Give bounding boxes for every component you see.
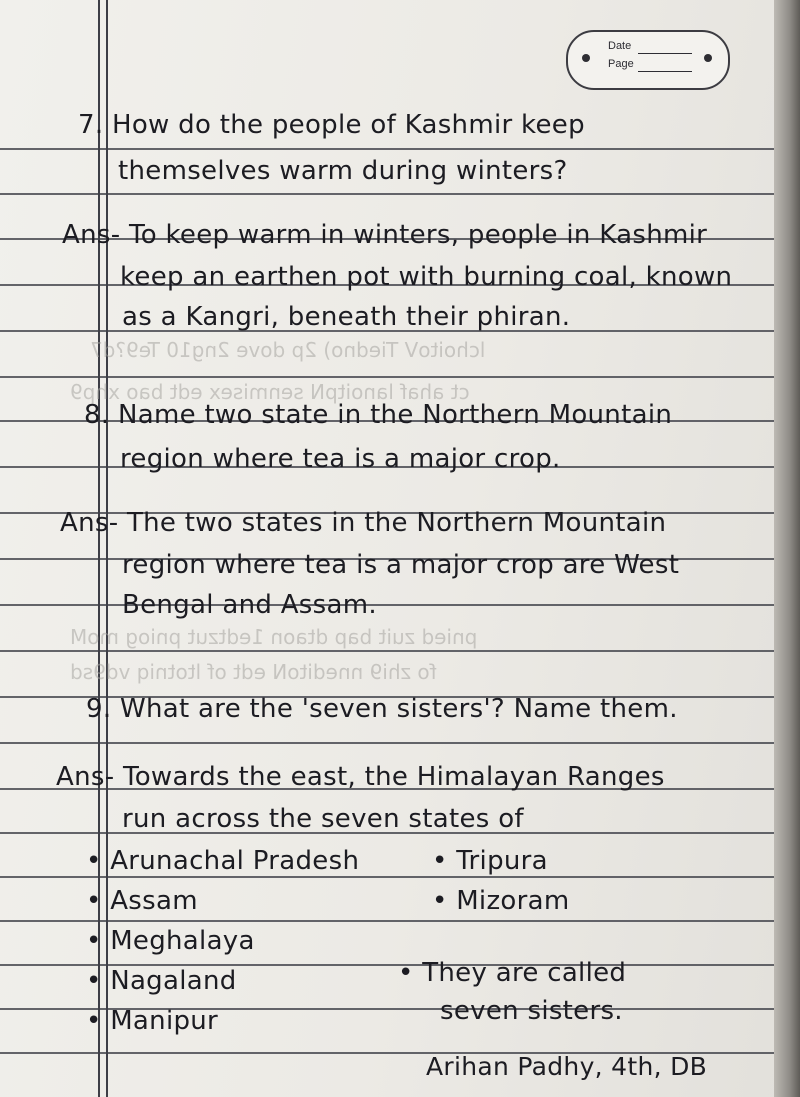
bleed-through-text: lchoitoV Tiedno) 2p dove 2ng10 Te9?d7 bbox=[90, 338, 486, 362]
bleed-through-text: ct ahaf lanoitpN senmisex edt bao xhp9 bbox=[70, 380, 470, 404]
q9-question-line1: 9. What are the 'seven sisters'? Name them. bbox=[86, 694, 678, 724]
q7-question-line2: themselves warm during winters? bbox=[118, 156, 568, 186]
list-item-right: • Mizoram bbox=[432, 886, 570, 916]
ruled-line bbox=[0, 193, 780, 195]
list-item-right: seven sisters. bbox=[440, 996, 623, 1026]
q9-answer-line2: run across the seven states of bbox=[122, 804, 524, 834]
student-signature: Arihan Padhy, 4th, DB bbox=[426, 1052, 708, 1081]
list-item-right: • They are called bbox=[398, 958, 627, 988]
list-item-right: • Tripura bbox=[432, 846, 548, 876]
bleed-through-text: pnied zuit bap dtaon 1edtzut pniog moM bbox=[70, 625, 478, 649]
list-item-left: • Assam bbox=[86, 886, 198, 916]
notebook-binding bbox=[774, 0, 800, 1097]
binder-hole-icon bbox=[582, 54, 590, 62]
q7-question-line1: 7. How do the people of Kashmir keep bbox=[78, 110, 585, 140]
q7-answer-line1: Ans- To keep warm in winters, people in Kashmir bbox=[62, 220, 708, 250]
list-item-left: • Arunachal Pradesh bbox=[86, 846, 360, 876]
ruled-line bbox=[0, 742, 780, 744]
q8-answer-line3: Bengal and Assam. bbox=[122, 590, 377, 620]
ruled-line bbox=[0, 604, 780, 606]
q8-answer-line2: region where tea is a major crop are West bbox=[122, 550, 680, 580]
q8-answer-line1: Ans- The two states in the Northern Mountain bbox=[60, 508, 667, 538]
q7-answer-line3: as a Kangri, beneath their phiran. bbox=[122, 302, 571, 332]
q8-question-line1: 8. Name two state in the Northern Mountain bbox=[84, 400, 673, 430]
ruled-line bbox=[0, 650, 780, 652]
q9-answer-line1: Ans- Towards the east, the Himalayan Ranges bbox=[56, 762, 665, 792]
ruled-line bbox=[0, 376, 780, 378]
ruled-line bbox=[0, 876, 780, 878]
page-label: Page bbox=[608, 58, 634, 70]
ruled-line bbox=[0, 920, 780, 922]
q7-answer-line2: keep an earthen pot with burning coal, known bbox=[120, 262, 733, 292]
binder-hole-icon bbox=[704, 54, 712, 62]
list-item-left: • Meghalaya bbox=[86, 926, 255, 956]
date-field bbox=[638, 53, 692, 54]
date-page-box bbox=[566, 30, 730, 90]
list-item-left: • Manipur bbox=[86, 1006, 219, 1036]
date-label: Date bbox=[608, 40, 632, 52]
bleed-through-text: fo zhi9 nneditoN edt of ltotniq vd9sd bbox=[70, 660, 437, 684]
list-item-left: • Nagaland bbox=[86, 966, 237, 996]
q8-question-line2: region where tea is a major crop. bbox=[120, 444, 561, 474]
ruled-line bbox=[0, 148, 780, 150]
page-field bbox=[638, 71, 692, 72]
